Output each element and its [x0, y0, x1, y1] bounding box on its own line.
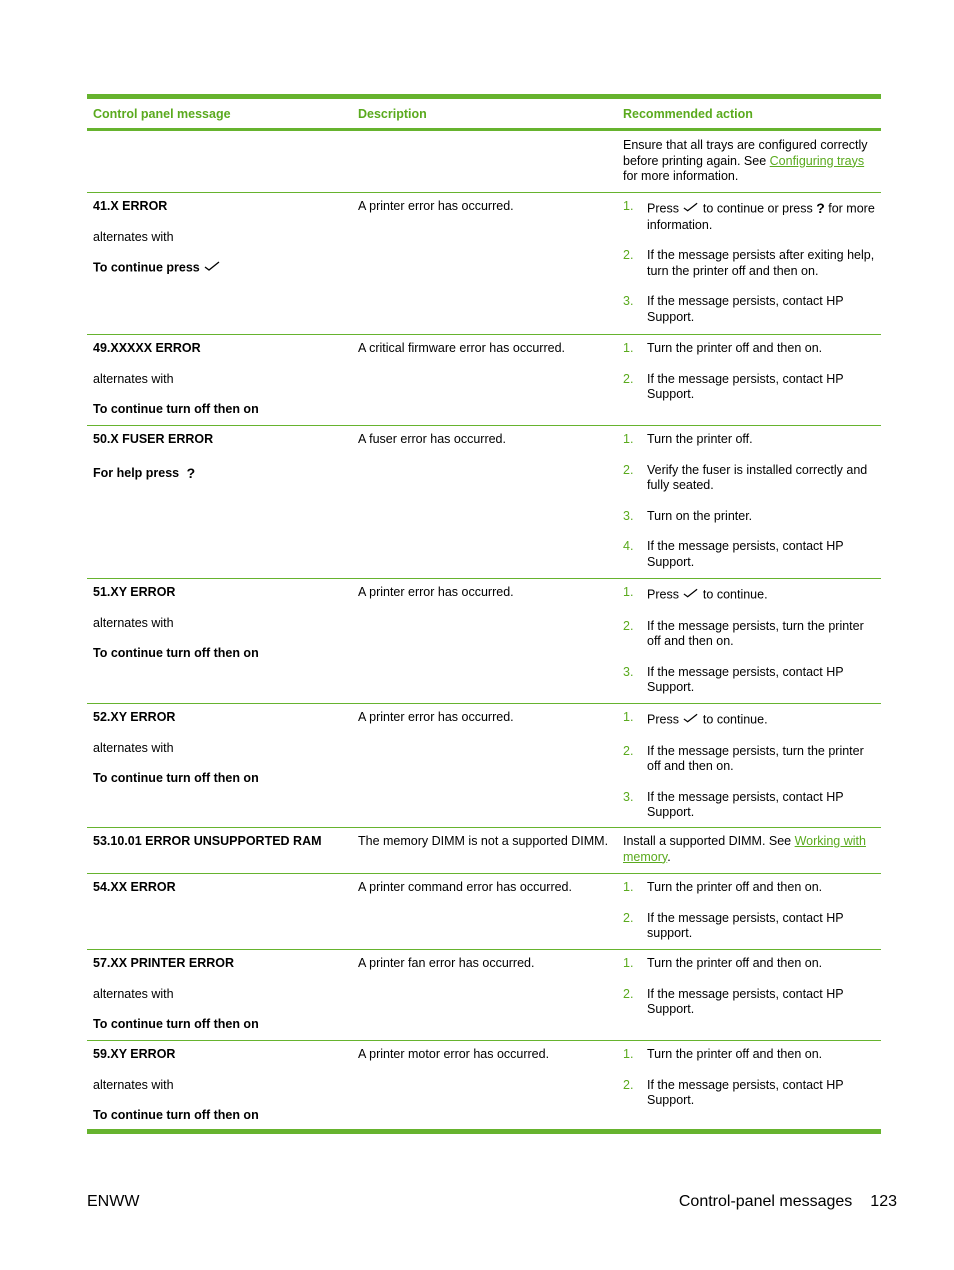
- footer-section-title: Control-panel messages: [678, 1193, 853, 1210]
- table-row: [87, 579, 881, 704]
- description-text: The memory DIMM is not a supported DIMM.: [358, 834, 609, 848]
- working-with-memory-link[interactable]: Working with memory: [623, 834, 866, 864]
- action-step: 2. If the message persists, contact HP Support.: [623, 1077, 844, 1107]
- message-text-2: To continue turn off then on: [93, 646, 259, 660]
- message-cell: [87, 585, 352, 703]
- message-text: 51.XY ERROR: [93, 585, 176, 599]
- message-text-2: To continue turn off then on: [93, 771, 259, 785]
- action-step: 1. Turn the printer off and then on.: [623, 956, 823, 970]
- table-row: [87, 193, 881, 335]
- action-cell: [617, 341, 881, 425]
- action-cell: [617, 1047, 881, 1129]
- action-step: 1. Press to continue or press ? for more information.: [623, 199, 875, 232]
- configuring-trays-link[interactable]: Configuring trays: [769, 153, 865, 168]
- description-text: A printer motor error has occurred.: [358, 1047, 550, 1061]
- action-step: 3. If the message persists, contact HP Support.: [623, 789, 844, 819]
- message-text: 41.X ERROR: [93, 199, 168, 213]
- message-cell: [87, 341, 352, 425]
- action-step: 2. If the message persists, contact HP Support.: [623, 986, 844, 1016]
- action-cell: [617, 710, 881, 827]
- checkmark-icon: [682, 587, 699, 604]
- question-mark-icon: ?: [186, 464, 196, 481]
- message-text-2: To continue turn off then on: [93, 1017, 259, 1031]
- message-cell: [87, 432, 352, 578]
- description-text: A fuser error has occurred.: [358, 432, 506, 446]
- table-row: [87, 335, 881, 426]
- page-number: 123: [870, 1193, 897, 1210]
- action-step: 1. Press to continue.: [623, 710, 768, 727]
- action-step: 2. If the message persists, contact HP Support.: [623, 371, 844, 401]
- checkmark-icon: [203, 260, 221, 277]
- message-text: 52.XY ERROR: [93, 710, 176, 724]
- message-cell: [87, 710, 352, 827]
- message-text-2: To continue press: [93, 260, 200, 275]
- table-row: [87, 950, 881, 1041]
- action-step: 1. Turn the printer off and then on.: [623, 880, 823, 894]
- table-header: [87, 99, 881, 131]
- action-step: 2. Verify the fuser is installed correctly and fully seated.: [623, 462, 868, 492]
- action-step: 2. If the message persists, turn the printer off and then on.: [623, 618, 864, 648]
- action-step: 2. If the message persists after exiting help, turn the printer off and then on.: [623, 248, 875, 278]
- alternates-text: alternates with: [93, 740, 174, 755]
- message-text-2: To continue turn off then on: [93, 1108, 259, 1122]
- table-row: [87, 1041, 881, 1129]
- message-text: 54.XX ERROR: [93, 880, 176, 894]
- header-control-panel-message: Control panel message: [93, 106, 231, 121]
- action-step: 1. Turn the printer off and then on.: [623, 1047, 823, 1061]
- action-step: 3. If the message persists, contact HP Support.: [623, 294, 844, 324]
- message-text: 50.X FUSER ERROR: [93, 432, 214, 446]
- action-step: 3. Turn on the printer.: [623, 508, 753, 523]
- description-text: A printer fan error has occurred.: [358, 956, 535, 970]
- message-text-2: For help press: [93, 465, 180, 480]
- header-description: Description: [358, 106, 427, 121]
- message-cell: [87, 956, 352, 1040]
- alternates-text: alternates with: [93, 1077, 174, 1092]
- header-recommended-action: Recommended action: [623, 106, 753, 121]
- alternates-text: alternates with: [93, 371, 174, 386]
- message-cell: [87, 1047, 352, 1129]
- action-cell: [617, 956, 881, 1040]
- alternates-text: alternates with: [93, 615, 174, 630]
- description-text: A printer error has occurred.: [358, 585, 514, 599]
- action-cell: Install a supported DIMM. See Working with memory.: [623, 834, 866, 864]
- checkmark-icon: [682, 201, 699, 218]
- action-cell: Ensure that all trays are configured correctly before printing again. See Configuring trays for more information.: [623, 138, 868, 183]
- action-cell: [617, 199, 881, 334]
- checkmark-icon: [682, 712, 699, 729]
- description-text: A printer error has occurred.: [358, 199, 514, 213]
- error-messages-table: [87, 94, 881, 1134]
- action-step: 3. If the message persists, contact HP Support.: [623, 664, 844, 694]
- table-row: [87, 704, 881, 828]
- table-row: [87, 426, 881, 579]
- action-step: 2. If the message persists, turn the printer off and then on.: [623, 743, 864, 773]
- table-row: [87, 874, 881, 950]
- action-step: 2. If the message persists, contact HP support.: [623, 910, 844, 940]
- action-cell: [617, 585, 881, 703]
- footer-label: ENWW: [87, 1193, 140, 1210]
- question-mark-icon: ?: [816, 200, 825, 216]
- message-text: 49.XXXXX ERROR: [93, 341, 201, 355]
- table-row: [87, 131, 881, 193]
- action-step: 1. Turn the printer off.: [623, 432, 753, 446]
- message-text: 53.10.01 ERROR UNSUPPORTED RAM: [93, 834, 322, 848]
- description-text: A printer error has occurred.: [358, 710, 514, 724]
- action-cell: [617, 432, 881, 578]
- description-text: A critical firmware error has occurred.: [358, 341, 566, 355]
- message-cell: [87, 199, 352, 334]
- action-step: 4. If the message persists, contact HP Support.: [623, 539, 844, 569]
- action-step: 1. Turn the printer off and then on.: [623, 341, 823, 355]
- action-cell: [617, 880, 881, 949]
- message-text: 57.XX PRINTER ERROR: [93, 956, 235, 970]
- alternates-text: alternates with: [93, 986, 174, 1001]
- message-text: 59.XY ERROR: [93, 1047, 176, 1061]
- footer-page-info: [679, 1193, 897, 1211]
- alternates-text: alternates with: [93, 229, 174, 244]
- message-text-2: To continue turn off then on: [93, 402, 259, 416]
- table-row: [87, 828, 881, 874]
- action-step: 1. Press to continue.: [623, 585, 768, 602]
- description-text: A printer command error has occurred.: [358, 880, 572, 894]
